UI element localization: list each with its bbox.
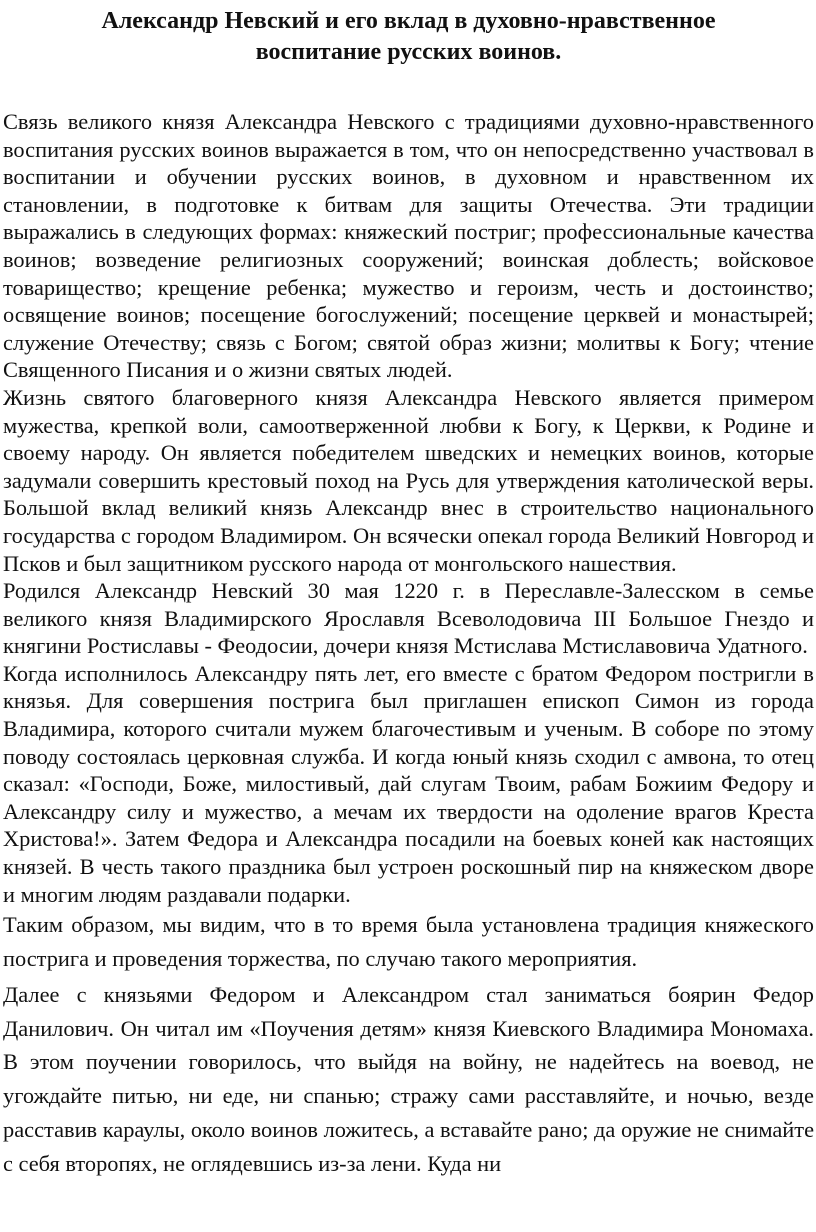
title-line-1: Александр Невский и его вклад в духовно-нравственное bbox=[101, 8, 716, 34]
paragraph-4: Когда исполнилось Александру пять лет, его вместе с братом Федором постригли в князья. Для совершения пострига был приглашен епископ Симон из города Владимира, которого считали мужем благочестивым и ученым. В соборе по этому поводу состоялась церковная служба. И когда юный князь сходил с амвона, то отец сказал: «Господи, Боже, милостивый, дай слугам Твоим, рабам Божиим Федору и Александру силу и мужество, а мечам их твердости на одоление врагов Креста Христова!». Затем Федора и Александра посадили на боевых коней как настоящих князей. В честь такого праздника был устроен роскошный пир на княжеском дворе и многим людям раздавали подарки. bbox=[3, 660, 814, 907]
page-title bbox=[3, 6, 814, 68]
paragraph-2: Жизнь святого благоверного князя Александра Невского является примером мужества, крепкой воли, самоотверженной любви к Богу, к Церкви, к Родине и своему народу. Он является победителем шведских и немецких воинов, которые задумали совершить крестовый поход на Русь для утверждения католической веры. Большой вклад великий князь Александр внес в строительство национального государства с городом Владимиром. Он всячески опекал города Великий Новгород и Псков и был защитником русского народа от монгольского нашествия. bbox=[3, 384, 814, 576]
paragraph-6: Далее с князьями Федором и Александром стал заниматься боярин Федор Данилович. Он читал им «Поучения детям» князя Киевского Владимира Мономаха. В этом поучении говорилось, что выйдя на войну, не надейтесь на воевод, не угождайте питью, ни еде, ни спанью; стражу сами расставляйте, и ночью, везде расставив караулы, около воинов ложитесь, а вставайте рано; да оружие не снимайте с себя второпях, не оглядевшись из-за лени. Куда ни bbox=[3, 981, 815, 1176]
title-spacer bbox=[3, 68, 814, 108]
title-line-2: воспитание русских воинов. bbox=[255, 39, 562, 65]
paragraph-1: Связь великого князя Александра Невского с традициями духовно-нравственного воспитания русских воинов выражается в том, что он непосредственно участвовал в воспитании и обучении русских воинов, в духовном и нравственном их становлении, в подготовке к битвам для защиты Отечества. Эти традиции выражались в следующих формах: княжеский постриг; профессиональные качества воинов; возведение религиозных сооружений; воинская доблесть; войсковое товарищество; крещение ребенка; мужество и героизм, честь и достоинство; освящение воинов; посещение богослужений; посещение церквей и монастырей; служение Отечеству; связь с Богом; святой образ жизни; молитвы к Богу; чтение Священного Писания и о жизни святых людей. bbox=[3, 109, 814, 383]
paragraph-5: Таким образом, мы видим, что в то время была установлена традиция княжеского пострига и проведения торжества, по случаю такого мероприятия. bbox=[3, 912, 814, 972]
paragraph-3: Родился Александр Невский 30 мая 1220 г. в Переславле-Залесском в семье великого князя Владимирского Ярославля Всеволодовича III Большое Гнездо и княгини Ростиславы - Феодосии, дочери князя Мстислава Мстиславовича Удатного. bbox=[3, 578, 814, 659]
